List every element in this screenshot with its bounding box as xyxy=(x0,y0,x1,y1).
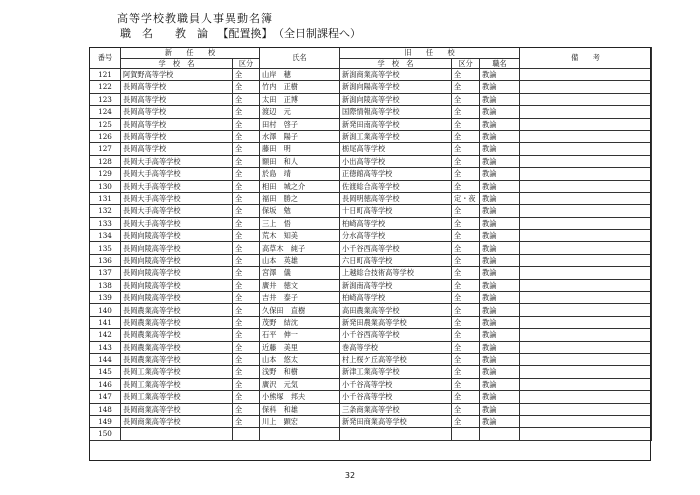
table-row xyxy=(90,180,652,192)
old-division: 全 xyxy=(452,353,480,365)
old-school-name: 正徳館高等学校 xyxy=(340,168,452,180)
job-title: 教論 xyxy=(480,378,520,390)
row-number: 137 xyxy=(90,267,121,279)
row-number: 140 xyxy=(90,304,121,316)
table-row xyxy=(90,279,652,291)
old-school-name: 新潟商業高等学校 xyxy=(340,69,452,81)
teacher-name: 廣井 徳文 xyxy=(260,279,340,291)
new-school-name: 長岡農業高等学校 xyxy=(121,341,233,353)
table-row xyxy=(90,69,652,81)
new-school-name: 長岡向陵高等学校 xyxy=(121,242,233,254)
remarks-cell xyxy=(520,366,652,378)
new-division: 全 xyxy=(233,155,260,167)
header-new-school-name: 学 校 名 xyxy=(121,59,233,69)
teacher-name: 宮澤 儀 xyxy=(260,267,340,279)
new-school-name: 長岡工業高等学校 xyxy=(121,378,233,390)
old-school-name: 三条商業高等学校 xyxy=(340,403,452,415)
old-school-name: 十日町高等学校 xyxy=(340,205,452,217)
old-division: 全 xyxy=(452,329,480,341)
row-number: 124 xyxy=(90,106,121,118)
old-school-name: 分水高等学校 xyxy=(340,230,452,242)
old-division: 全 xyxy=(452,279,480,291)
teacher-name: 山本 悠太 xyxy=(260,353,340,365)
table-row xyxy=(90,316,652,328)
remarks-cell xyxy=(520,93,652,105)
remarks-cell xyxy=(520,403,652,415)
old-division: 全 xyxy=(452,254,480,266)
table-row xyxy=(90,93,652,105)
remarks-cell xyxy=(520,254,652,266)
job-title: 教論 xyxy=(480,242,520,254)
table-row xyxy=(90,254,652,266)
old-division: 全 xyxy=(452,304,480,316)
job-title: 教論 xyxy=(480,353,520,365)
new-division: 全 xyxy=(233,267,260,279)
remarks-cell xyxy=(520,292,652,304)
old-school-name: 高田農業高等学校 xyxy=(340,304,452,316)
old-division: 全 xyxy=(452,81,480,93)
remarks-cell xyxy=(520,230,652,242)
remarks-cell xyxy=(520,267,652,279)
new-school-name: 長岡大手高等学校 xyxy=(121,155,233,167)
table-row xyxy=(90,242,652,254)
job-title: 教論 xyxy=(480,168,520,180)
remarks-cell xyxy=(520,180,652,192)
new-school-name: 長岡商業高等学校 xyxy=(121,415,233,427)
new-school-name: 長岡大手高等学校 xyxy=(121,180,233,192)
job-title: 教論 xyxy=(480,130,520,142)
old-division: 全 xyxy=(452,341,480,353)
document-title: 高等学校教職員人事異動名簿 xyxy=(117,12,273,25)
new-school-name: 長岡大手高等学校 xyxy=(121,205,233,217)
job-title: 教論 xyxy=(480,279,520,291)
new-school-name: 長岡向陵高等学校 xyxy=(121,292,233,304)
transfer-type-label: 【配置換】 xyxy=(217,27,273,40)
teacher-name xyxy=(260,428,340,440)
row-number: 138 xyxy=(90,279,121,291)
remarks-cell xyxy=(520,217,652,229)
new-division: 全 xyxy=(233,205,260,217)
job-title: 教論 xyxy=(480,366,520,378)
new-school-name: 長岡高等学校 xyxy=(121,118,233,130)
remarks-cell xyxy=(520,168,652,180)
table-row xyxy=(90,267,652,279)
row-number: 122 xyxy=(90,81,121,93)
teacher-name: 渡辺 元 xyxy=(260,106,340,118)
table-row xyxy=(90,378,652,390)
new-school-name: 長岡大手高等学校 xyxy=(121,217,233,229)
new-school-name: 長岡農業高等学校 xyxy=(121,304,233,316)
new-division: 全 xyxy=(233,304,260,316)
new-division: 全 xyxy=(233,180,260,192)
new-division: 全 xyxy=(233,217,260,229)
row-number: 130 xyxy=(90,180,121,192)
old-division: 全 xyxy=(452,403,480,415)
table-row xyxy=(90,106,652,118)
teacher-name: 山本 英雄 xyxy=(260,254,340,266)
new-division xyxy=(233,428,260,440)
header-number: 番号 xyxy=(90,48,121,69)
old-division: 全 xyxy=(452,217,480,229)
old-school-name: 小千谷西高等学校 xyxy=(340,242,452,254)
new-division: 全 xyxy=(233,69,260,81)
new-school-name: 長岡高等学校 xyxy=(121,130,233,142)
remarks-cell xyxy=(520,353,652,365)
row-number: 123 xyxy=(90,93,121,105)
teacher-name: 茂野 結沈 xyxy=(260,316,340,328)
old-school-name: 佐渡総合高等学校 xyxy=(340,180,452,192)
table-row xyxy=(90,415,652,427)
new-division: 全 xyxy=(233,279,260,291)
row-number: 147 xyxy=(90,391,121,403)
new-division: 全 xyxy=(233,415,260,427)
header-name: 氏名 xyxy=(260,48,340,69)
job-title: 教論 xyxy=(480,180,520,192)
job-title: 教論 xyxy=(480,106,520,118)
table-row xyxy=(90,81,652,93)
new-division: 全 xyxy=(233,254,260,266)
old-division: 全 xyxy=(452,267,480,279)
teacher-name: 保科 和雄 xyxy=(260,403,340,415)
table-row xyxy=(90,143,652,155)
header-new-school-group: 新 任 校 xyxy=(121,48,260,59)
old-division: 全 xyxy=(452,168,480,180)
job-title: 教論 xyxy=(480,415,520,427)
old-division: 全 xyxy=(452,378,480,390)
table-row xyxy=(90,205,652,217)
old-division: 全 xyxy=(452,316,480,328)
new-division: 全 xyxy=(233,130,260,142)
row-number: 125 xyxy=(90,118,121,130)
new-school-name: 長岡商業高等学校 xyxy=(121,403,233,415)
old-school-name: 新発田農業高等学校 xyxy=(340,316,452,328)
old-division: 全 xyxy=(452,93,480,105)
teacher-name: 竹内 正樹 xyxy=(260,81,340,93)
new-school-name: 長岡大手高等学校 xyxy=(121,192,233,204)
document-subtitle xyxy=(120,25,367,41)
old-school-name: 新潟工業高等学校 xyxy=(340,130,452,142)
old-school-name: 小出高等学校 xyxy=(340,155,452,167)
old-division xyxy=(452,428,480,440)
remarks-cell xyxy=(520,378,652,390)
row-number: 139 xyxy=(90,292,121,304)
row-number: 135 xyxy=(90,242,121,254)
remarks-cell xyxy=(520,155,652,167)
teacher-name: 小熊塚 邦夫 xyxy=(260,391,340,403)
table-row xyxy=(90,155,652,167)
row-number: 141 xyxy=(90,316,121,328)
old-division: 全 xyxy=(452,180,480,192)
teacher-name: 山岸 穂 xyxy=(260,69,340,81)
new-school-name: 長岡高等学校 xyxy=(121,93,233,105)
new-division: 全 xyxy=(233,292,260,304)
job-title: 教論 xyxy=(480,304,520,316)
job-title: 教論 xyxy=(480,267,520,279)
table-row xyxy=(90,403,652,415)
new-division: 全 xyxy=(233,143,260,155)
job-title: 教論 xyxy=(480,69,520,81)
new-division: 全 xyxy=(233,353,260,365)
header-old-school-group: 旧 任 校 xyxy=(340,48,520,59)
row-number: 127 xyxy=(90,143,121,155)
table-row xyxy=(90,230,652,242)
header-job-title: 職名 xyxy=(480,59,520,69)
old-school-name: 柏崎高等学校 xyxy=(340,292,452,304)
teacher-name: 三上 悟 xyxy=(260,217,340,229)
teacher-name: 近藤 美里 xyxy=(260,341,340,353)
row-number: 148 xyxy=(90,403,121,415)
job-title: 教論 xyxy=(480,192,520,204)
old-division: 全 xyxy=(452,155,480,167)
job-title: 教論 xyxy=(480,341,520,353)
job-title-label: 職 名 教 論 xyxy=(120,27,208,40)
old-school-name: 新津工業高等学校 xyxy=(340,366,452,378)
teacher-name: 田村 啓子 xyxy=(260,118,340,130)
row-number: 149 xyxy=(90,415,121,427)
teacher-name: 額田 和人 xyxy=(260,155,340,167)
remarks-cell xyxy=(520,279,652,291)
job-title: 教論 xyxy=(480,81,520,93)
job-title: 教論 xyxy=(480,118,520,130)
old-school-name: 小千谷高等学校 xyxy=(340,378,452,390)
job-title: 教論 xyxy=(480,403,520,415)
new-division: 全 xyxy=(233,341,260,353)
new-division: 全 xyxy=(233,366,260,378)
new-school-name: 長岡農業高等学校 xyxy=(121,353,233,365)
old-division: 全 xyxy=(452,366,480,378)
new-division: 全 xyxy=(233,378,260,390)
remarks-cell xyxy=(520,130,652,142)
page-number: 32 xyxy=(344,471,356,480)
remarks-cell xyxy=(520,341,652,353)
row-number: 133 xyxy=(90,217,121,229)
old-school-name: 新潟向陽高等学校 xyxy=(340,81,452,93)
teacher-name: 浅野 和樹 xyxy=(260,366,340,378)
job-title: 教論 xyxy=(480,230,520,242)
remarks-cell xyxy=(520,192,652,204)
old-division: 全 xyxy=(452,292,480,304)
old-division: 全 xyxy=(452,143,480,155)
remarks-cell xyxy=(520,69,652,81)
job-title: 教論 xyxy=(480,143,520,155)
teacher-name: 藤田 明 xyxy=(260,143,340,155)
table-row xyxy=(90,366,652,378)
old-division: 定・夜 xyxy=(452,192,480,204)
row-number: 131 xyxy=(90,192,121,204)
row-number: 129 xyxy=(90,168,121,180)
new-school-name: 長岡向陵高等学校 xyxy=(121,254,233,266)
old-school-name: 長岡明徳高等学校 xyxy=(340,192,452,204)
job-title xyxy=(480,428,520,440)
remarks-cell xyxy=(520,106,652,118)
personnel-table xyxy=(89,47,652,441)
old-division: 全 xyxy=(452,130,480,142)
new-school-name: 長岡工業高等学校 xyxy=(121,391,233,403)
row-number: 143 xyxy=(90,341,121,353)
row-number: 146 xyxy=(90,378,121,390)
new-school-name: 長岡向陵高等学校 xyxy=(121,230,233,242)
remarks-cell xyxy=(520,391,652,403)
teacher-name: 相田 城之介 xyxy=(260,180,340,192)
remarks-cell xyxy=(520,304,652,316)
teacher-name: 水澤 陽子 xyxy=(260,130,340,142)
table-row xyxy=(90,391,652,403)
new-school-name: 長岡農業高等学校 xyxy=(121,329,233,341)
new-division: 全 xyxy=(233,168,260,180)
job-title: 教論 xyxy=(480,316,520,328)
row-number: 121 xyxy=(90,69,121,81)
old-school-name: 小千谷高等学校 xyxy=(340,391,452,403)
remarks-cell xyxy=(520,329,652,341)
new-school-name: 長岡高等学校 xyxy=(121,106,233,118)
row-number: 132 xyxy=(90,205,121,217)
table-row xyxy=(90,304,652,316)
teacher-name: 荒木 知美 xyxy=(260,230,340,242)
new-school-name: 長岡高等学校 xyxy=(121,143,233,155)
old-division: 全 xyxy=(452,69,480,81)
teacher-name: 吉井 泰子 xyxy=(260,292,340,304)
new-division: 全 xyxy=(233,230,260,242)
new-division: 全 xyxy=(233,118,260,130)
old-division: 全 xyxy=(452,205,480,217)
table-row xyxy=(90,118,652,130)
new-division: 全 xyxy=(233,81,260,93)
row-number: 145 xyxy=(90,366,121,378)
table-row xyxy=(90,217,652,229)
new-school-name: 長岡向陵高等学校 xyxy=(121,267,233,279)
table-row xyxy=(90,353,652,365)
old-school-name: 新潟南高等学校 xyxy=(340,279,452,291)
job-title: 教論 xyxy=(480,205,520,217)
teacher-name: 久保田 直樹 xyxy=(260,304,340,316)
remarks-cell xyxy=(520,242,652,254)
new-school-name: 阿賀野高等学校 xyxy=(121,69,233,81)
table-row xyxy=(90,168,652,180)
job-title: 教論 xyxy=(480,254,520,266)
job-title: 教論 xyxy=(480,217,520,229)
new-school-name: 長岡大手高等学校 xyxy=(121,168,233,180)
new-division: 全 xyxy=(233,329,260,341)
course-scope-label: （全日制課程へ） xyxy=(278,27,361,40)
remarks-cell xyxy=(520,205,652,217)
remarks-cell xyxy=(520,143,652,155)
new-school-name: 長岡工業高等学校 xyxy=(121,366,233,378)
old-school-name: 新潟向陵高等学校 xyxy=(340,93,452,105)
new-division: 全 xyxy=(233,391,260,403)
teacher-name: 高草木 純子 xyxy=(260,242,340,254)
old-division: 全 xyxy=(452,230,480,242)
job-title: 教論 xyxy=(480,292,520,304)
table-row xyxy=(90,130,652,142)
header-old-school-name: 学 校 名 xyxy=(340,59,452,69)
row-number: 134 xyxy=(90,230,121,242)
old-school-name: 栃尾高等学校 xyxy=(340,143,452,155)
new-school-name: 長岡農業高等学校 xyxy=(121,316,233,328)
new-division: 全 xyxy=(233,192,260,204)
remarks-cell xyxy=(520,316,652,328)
old-school-name: 六日町高等学校 xyxy=(340,254,452,266)
remarks-cell xyxy=(520,118,652,130)
row-number: 150 xyxy=(90,428,121,440)
old-school-name: 国際情報高等学校 xyxy=(340,106,452,118)
remarks-cell xyxy=(520,81,652,93)
teacher-name: 廣沢 元気 xyxy=(260,378,340,390)
old-school-name: 新発田商業高等学校 xyxy=(340,415,452,427)
teacher-name: 於島 靖 xyxy=(260,168,340,180)
new-school-name: 長岡高等学校 xyxy=(121,81,233,93)
remarks-cell xyxy=(520,415,652,427)
old-school-name: 小千谷西高等学校 xyxy=(340,329,452,341)
new-school-name xyxy=(121,428,233,440)
header-remarks: 備 考 xyxy=(520,48,652,69)
old-school-name xyxy=(340,428,452,440)
old-division: 全 xyxy=(452,391,480,403)
header-old-division: 区分 xyxy=(452,59,480,69)
old-division: 全 xyxy=(452,415,480,427)
table-row xyxy=(90,329,652,341)
header-new-division: 区分 xyxy=(233,59,260,69)
new-division: 全 xyxy=(233,316,260,328)
old-school-name: 柏崎高等学校 xyxy=(340,217,452,229)
row-number: 142 xyxy=(90,329,121,341)
teacher-name: 福田 勝之 xyxy=(260,192,340,204)
teacher-name: 太田 正博 xyxy=(260,93,340,105)
row-number: 128 xyxy=(90,155,121,167)
row-number: 136 xyxy=(90,254,121,266)
old-school-name: 上越総合技術高等学校 xyxy=(340,267,452,279)
table-row xyxy=(90,192,652,204)
teacher-name: 保坂 勉 xyxy=(260,205,340,217)
job-title: 教論 xyxy=(480,329,520,341)
job-title: 教論 xyxy=(480,93,520,105)
old-school-name: 巻高等学校 xyxy=(340,341,452,353)
new-division: 全 xyxy=(233,242,260,254)
new-school-name: 長岡向陵高等学校 xyxy=(121,279,233,291)
teacher-name: 川上 顕宏 xyxy=(260,415,340,427)
job-title: 教論 xyxy=(480,391,520,403)
table-row xyxy=(90,292,652,304)
new-division: 全 xyxy=(233,403,260,415)
old-division: 全 xyxy=(452,106,480,118)
new-division: 全 xyxy=(233,106,260,118)
old-division: 全 xyxy=(452,242,480,254)
table-row xyxy=(90,341,652,353)
new-division: 全 xyxy=(233,93,260,105)
remarks-cell xyxy=(520,428,652,440)
old-division: 全 xyxy=(452,118,480,130)
row-number: 144 xyxy=(90,353,121,365)
table-row xyxy=(90,428,652,440)
row-number: 126 xyxy=(90,130,121,142)
old-school-name: 村上桜ケ丘高等学校 xyxy=(340,353,452,365)
teacher-name: 石平 伸一 xyxy=(260,329,340,341)
old-school-name: 新発田南高等学校 xyxy=(340,118,452,130)
job-title: 教論 xyxy=(480,155,520,167)
